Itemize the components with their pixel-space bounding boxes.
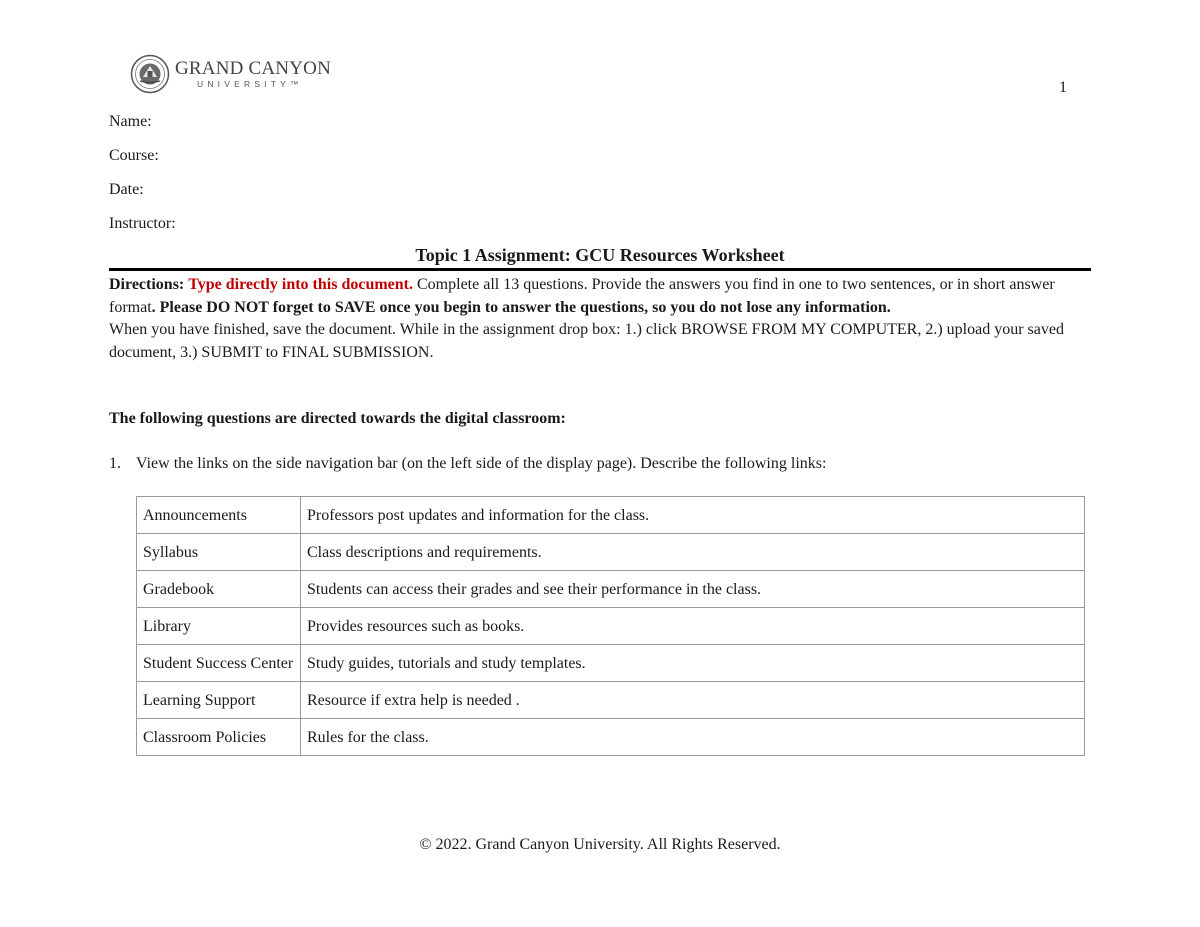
link-description-cell[interactable]: Class descriptions and requirements. bbox=[301, 534, 1085, 571]
table-row bbox=[137, 497, 1085, 534]
link-description-cell[interactable]: Resource if extra help is needed . bbox=[301, 682, 1085, 719]
link-name-cell: Student Success Center bbox=[137, 645, 301, 682]
question-1 bbox=[109, 455, 826, 473]
logo-name: GRAND CANYON bbox=[175, 58, 331, 80]
table-row bbox=[137, 719, 1085, 756]
link-name-cell: Learning Support bbox=[137, 682, 301, 719]
directions-save-warning: . Please DO NOT forget to SAVE once you begin to answer the questions, so you do not lose any information. bbox=[151, 298, 891, 316]
directions-highlight: Type directly into this document. bbox=[188, 276, 413, 293]
link-name-cell: Library bbox=[137, 608, 301, 645]
university-seal-icon bbox=[130, 54, 170, 94]
university-logo bbox=[130, 54, 331, 94]
directions bbox=[109, 274, 1094, 364]
links-table bbox=[136, 496, 1085, 756]
link-name-cell: Classroom Policies bbox=[137, 719, 301, 756]
link-description-cell[interactable]: Professors post updates and information for the class. bbox=[301, 497, 1085, 534]
directions-submission: When you have finished, save the document. While in the assignment drop box: 1.) click BROWSE FROM MY COMPUTER, 2.) upload your saved document, 3.) SUBMIT to FINAL SUBMISSION. bbox=[109, 321, 1064, 361]
date-field[interactable]: Date: bbox=[109, 181, 144, 198]
table-row bbox=[137, 608, 1085, 645]
table-row bbox=[137, 571, 1085, 608]
course-field[interactable]: Course: bbox=[109, 147, 159, 164]
instructor-field[interactable]: Instructor: bbox=[109, 215, 176, 232]
link-name-cell: Announcements bbox=[137, 497, 301, 534]
question-text: View the links on the side navigation bar (on the left side of the display page). Describe the following links: bbox=[136, 455, 827, 472]
copyright-footer: © 2022. Grand Canyon University. All Rights Reserved. bbox=[419, 836, 781, 853]
link-description-cell[interactable]: Rules for the class. bbox=[301, 719, 1085, 756]
link-description-cell[interactable]: Study guides, tutorials and study templates. bbox=[301, 645, 1085, 682]
directions-text: Complete all 13 questions. Provide the answers you find in one to two sentences, or in short answer format bbox=[109, 276, 1055, 316]
document-title: Topic 1 Assignment: GCU Resources Worksheet bbox=[109, 245, 1091, 271]
link-description-cell[interactable]: Students can access their grades and see their performance in the class. bbox=[301, 571, 1085, 608]
link-name-cell: Gradebook bbox=[137, 571, 301, 608]
page-number: 1 bbox=[1059, 79, 1067, 96]
directions-label: Directions: bbox=[109, 276, 185, 293]
link-name-cell: Syllabus bbox=[137, 534, 301, 571]
question-number: 1. bbox=[109, 455, 121, 472]
logo-subtitle: UNIVERSITY™ bbox=[197, 79, 303, 90]
header-fields bbox=[109, 113, 176, 249]
table-row bbox=[137, 645, 1085, 682]
link-description-cell[interactable]: Provides resources such as books. bbox=[301, 608, 1085, 645]
section-heading: The following questions are directed towards the digital classroom: bbox=[109, 410, 566, 427]
table-row bbox=[137, 534, 1085, 571]
table-row bbox=[137, 682, 1085, 719]
name-field[interactable]: Name: bbox=[109, 113, 152, 130]
